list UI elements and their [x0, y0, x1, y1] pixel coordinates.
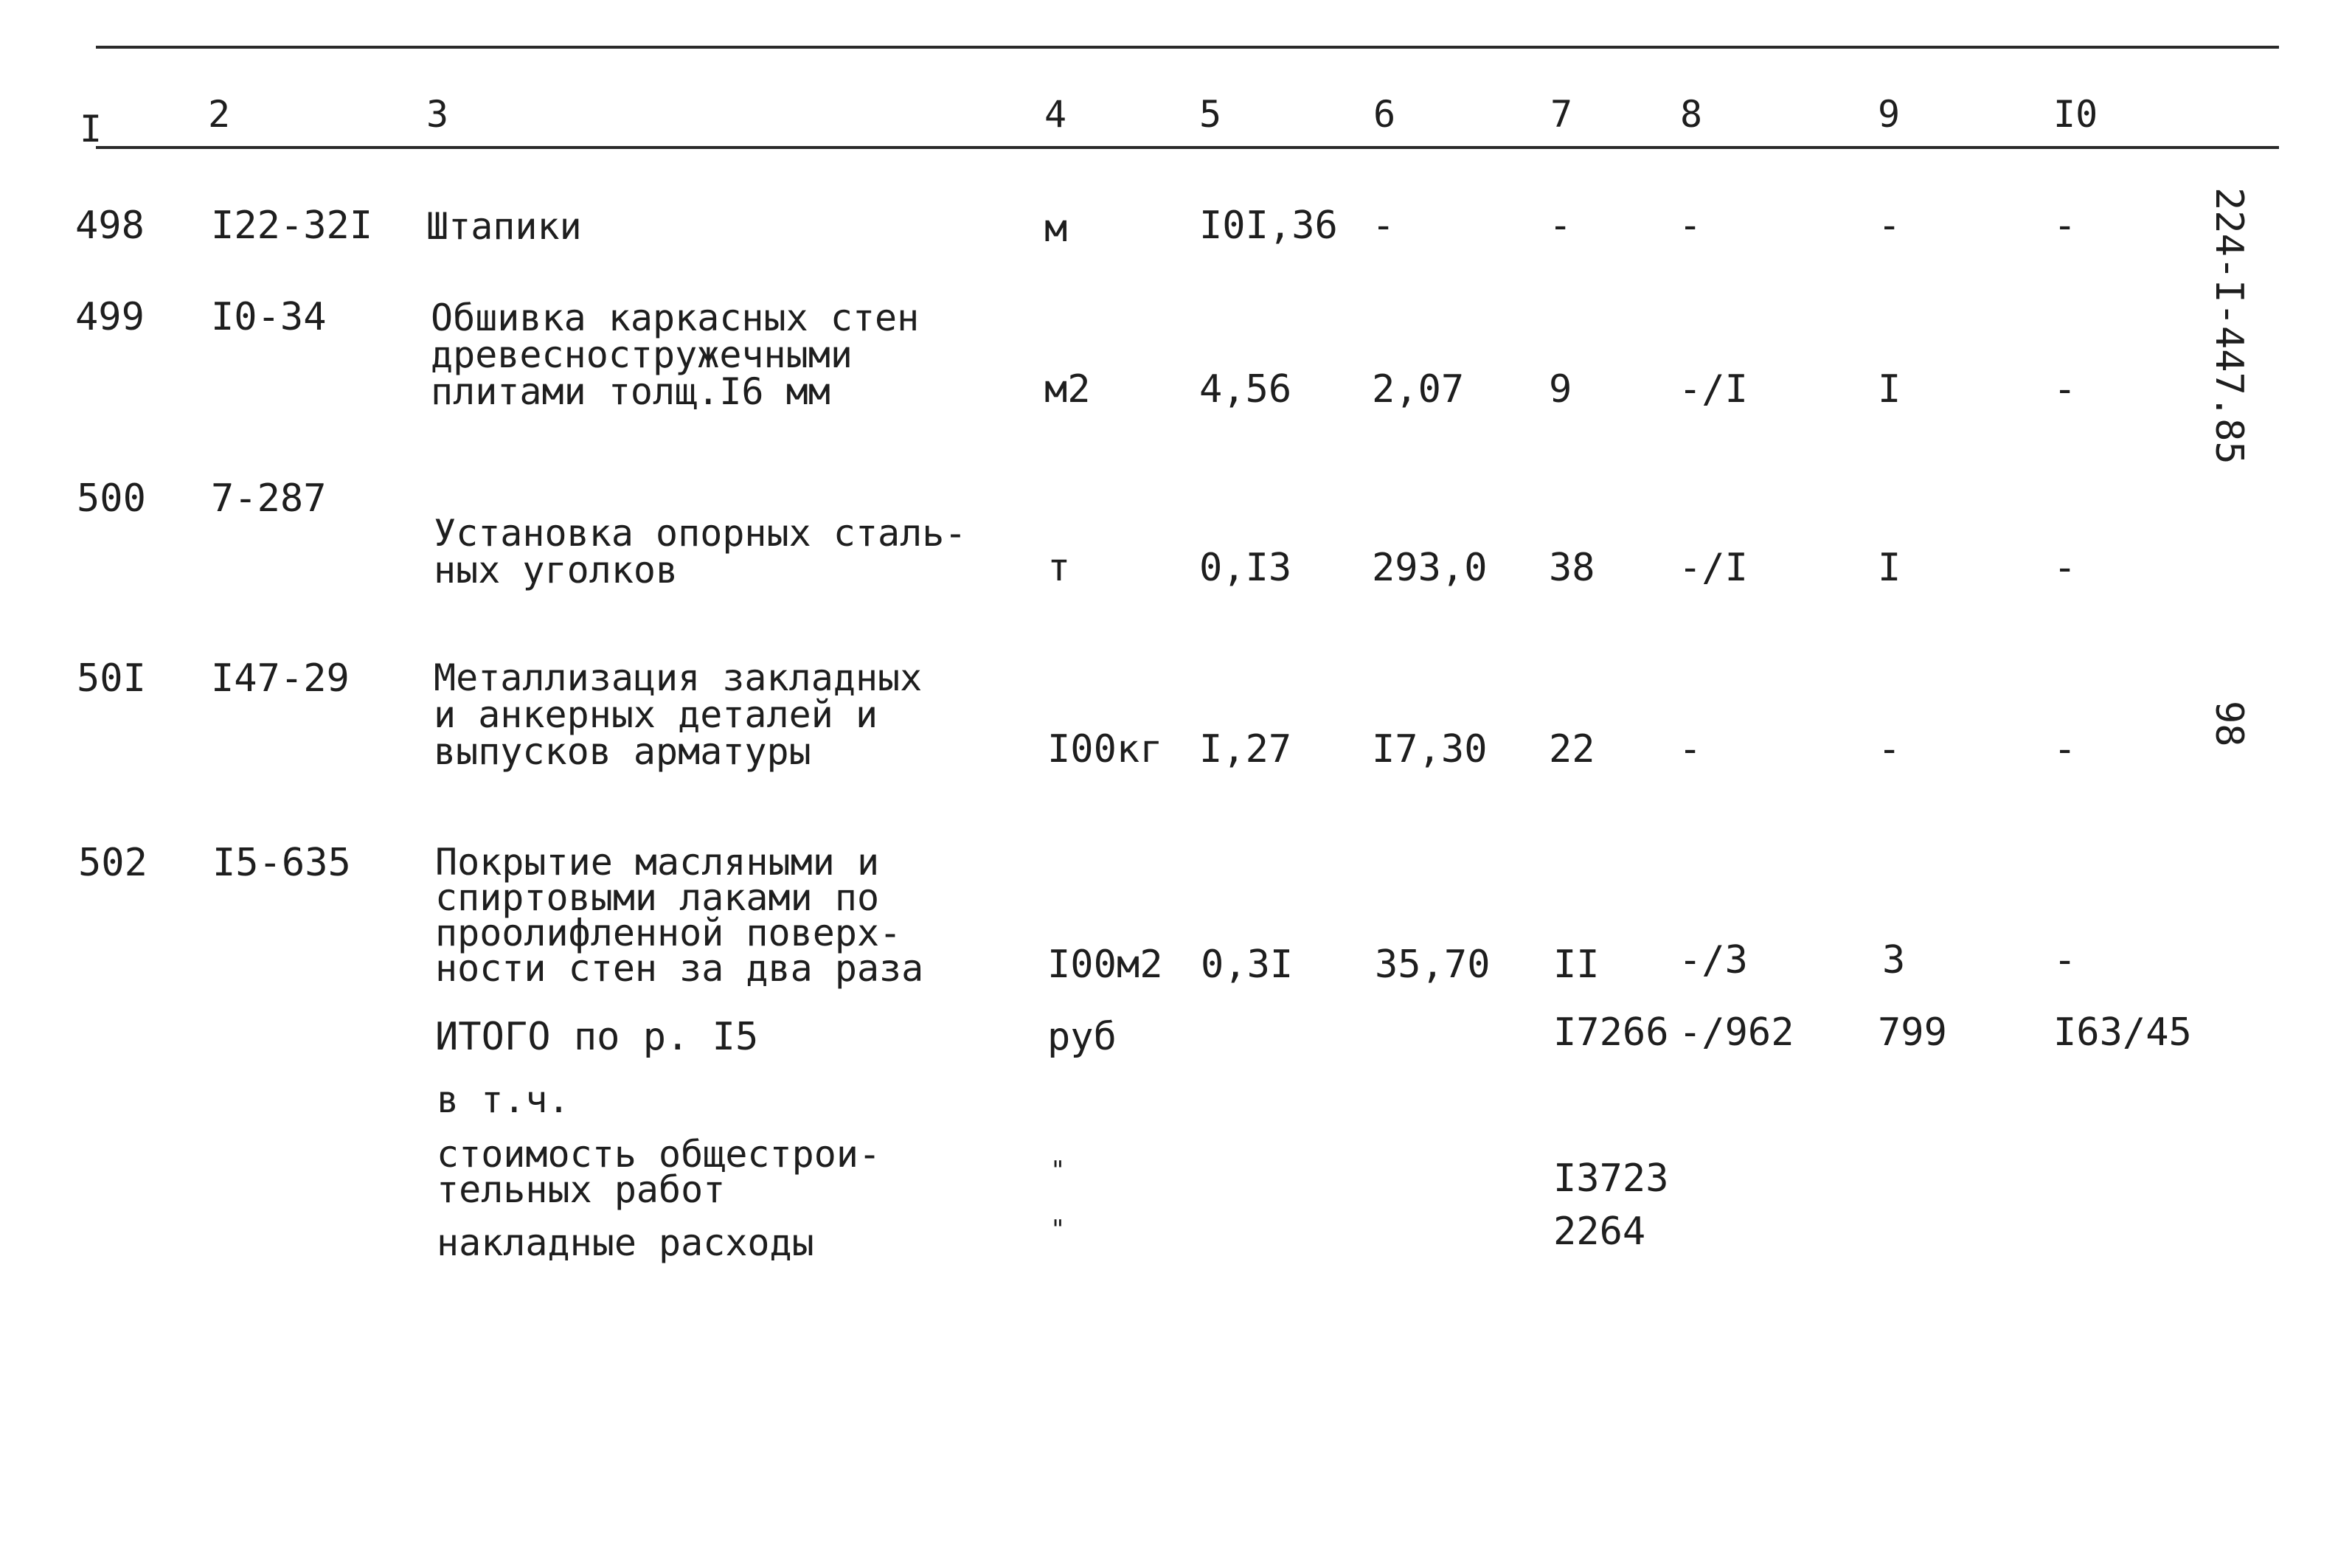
totals-col8: -/962: [1679, 1010, 1794, 1055]
row-col10: -: [2053, 204, 2077, 248]
row-col8: -: [1679, 204, 1702, 248]
row-code: I22-32I: [211, 204, 373, 248]
totals-col9: 799: [1878, 1010, 1947, 1055]
row-code: 7-287: [211, 476, 327, 521]
row-number: 500: [77, 476, 146, 521]
row-description-line: ных уголков: [434, 549, 679, 592]
row-quantity: I0I,36: [1199, 204, 1338, 248]
row-quantity: 0,I3: [1199, 546, 1292, 590]
col-header-3: 3: [426, 93, 449, 136]
row-code: I5-635: [212, 841, 351, 885]
row-quantity: 0,3I: [1201, 943, 1294, 987]
row-number: 502: [78, 841, 148, 885]
row-col10: -: [2053, 367, 2077, 412]
col-header-9: 9: [1878, 93, 1901, 136]
row-col7: 38: [1549, 546, 1595, 590]
row-unit: м: [1044, 207, 1068, 251]
row-price: 293,0: [1372, 546, 1488, 590]
row-col8: -/3: [1679, 938, 1748, 982]
row-description-line: Покрытие масляными и: [435, 841, 880, 884]
row-unit: м2: [1044, 367, 1091, 412]
row-description-line: ности стен за два раза: [435, 947, 924, 990]
general-works-label-line: стоимость общестрои-: [437, 1133, 881, 1176]
ditto-mark: ": [1050, 1156, 1066, 1185]
row-price: 2,07: [1372, 367, 1465, 412]
row-description-line: Металлизация закладных: [434, 656, 923, 699]
row-description-line: проолифленной поверх-: [435, 912, 902, 954]
row-quantity: I,27: [1199, 727, 1292, 771]
row-unit: I00кг: [1047, 727, 1163, 771]
row-price: I7,30: [1372, 727, 1488, 771]
totals-label: ИТОГО по р. I5: [435, 1015, 759, 1059]
row-col9: I: [1878, 367, 1901, 412]
overhead-value: 2264: [1553, 1210, 1646, 1254]
row-col8: -/I: [1679, 367, 1748, 412]
row-number: 498: [75, 204, 145, 248]
row-description-line: Штапики: [426, 205, 582, 248]
row-unit: т: [1047, 546, 1071, 590]
row-col7: -: [1549, 204, 1572, 248]
totals-unit: руб: [1047, 1015, 1117, 1059]
row-col10: -: [2053, 727, 2077, 771]
col-header-7: 7: [1550, 93, 1573, 136]
including-label: в т.ч.: [437, 1078, 570, 1121]
row-col9: -: [1878, 727, 1901, 771]
row-col7: II: [1553, 943, 1600, 987]
page-number: 98: [2207, 701, 2251, 747]
row-col9: 3: [1882, 938, 1906, 982]
document-code: 224-I-447.85: [2207, 187, 2251, 465]
row-price: -: [1372, 204, 1395, 248]
top-rule: [96, 46, 2279, 49]
totals-col10: I63/45: [2053, 1010, 2192, 1055]
row-col7: 22: [1549, 727, 1595, 771]
col-header-2: 2: [208, 93, 231, 136]
row-description-line: Установка опорных сталь-: [434, 512, 967, 555]
row-col10: -: [2053, 546, 2077, 590]
totals-col7: I7266: [1553, 1010, 1669, 1055]
row-code: I0-34: [211, 295, 327, 339]
ditto-mark: ": [1050, 1215, 1066, 1244]
row-description-line: и анкерных деталей и: [434, 693, 878, 736]
row-col8: -/I: [1679, 546, 1748, 590]
row-col10: -: [2053, 938, 2077, 982]
row-col8: -: [1679, 727, 1702, 771]
col-header-8: 8: [1680, 93, 1703, 136]
row-description-line: Обшивка каркасных стен: [431, 296, 920, 339]
row-description-line: спиртовыми лаками по: [435, 876, 880, 919]
col-header-4: 4: [1044, 93, 1067, 136]
header-rule: [96, 146, 2279, 149]
overhead-label: накладные расходы: [437, 1221, 814, 1264]
row-col9: -: [1878, 204, 1901, 248]
row-number: 50I: [77, 656, 146, 701]
row-code: I47-29: [211, 656, 350, 701]
col-header-6: 6: [1373, 93, 1396, 136]
row-price: 35,70: [1375, 943, 1491, 987]
row-quantity: 4,56: [1199, 367, 1292, 412]
row-col9: I: [1878, 546, 1901, 590]
general-works-label-line: тельных работ: [437, 1168, 726, 1211]
row-unit: I00м2: [1047, 943, 1163, 987]
general-works-value: I3723: [1553, 1156, 1669, 1201]
row-number: 499: [75, 295, 145, 339]
col-header-1: I: [80, 108, 103, 150]
row-description-line: выпусков арматуры: [434, 730, 811, 773]
row-description-line: плитами толщ.I6 мм: [431, 370, 830, 413]
row-description-line: древесностружечными: [431, 333, 853, 376]
row-col7: 9: [1549, 367, 1572, 412]
col-header-10: I0: [2053, 93, 2098, 136]
col-header-5: 5: [1199, 93, 1222, 136]
